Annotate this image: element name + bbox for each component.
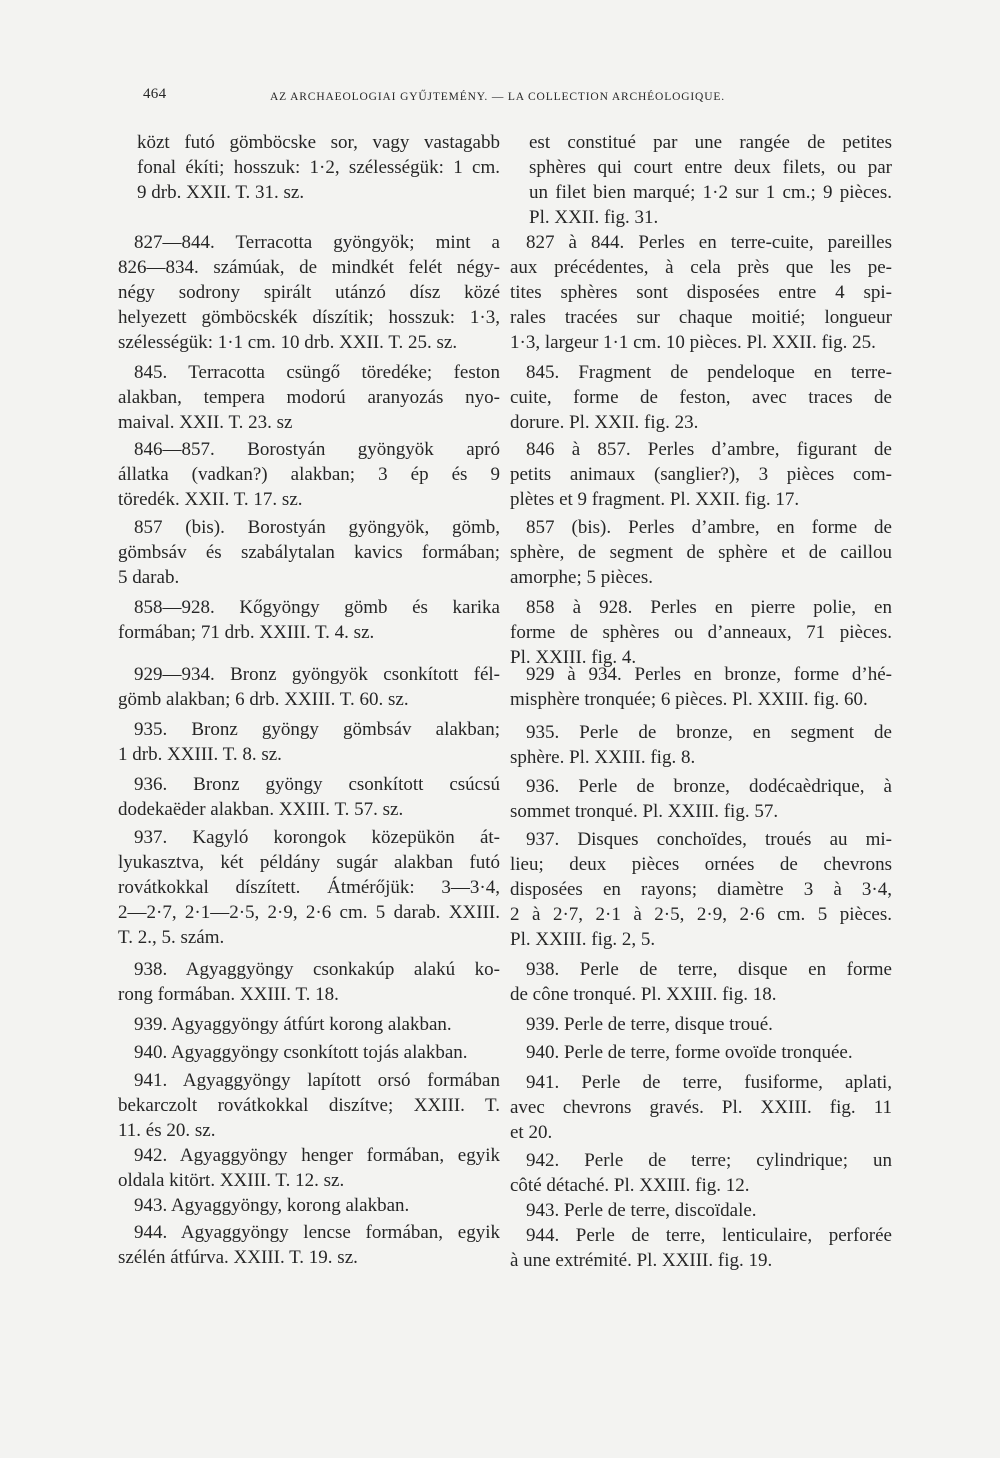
text-line: bekarczolt rovátkokkal diszítve; XXIII. T. (118, 1095, 500, 1116)
text-line: oldala kitört. XXIII. T. 12. sz. (118, 1170, 345, 1191)
text-line: lyukasztva, két példány sugár alakban futó (118, 852, 500, 873)
entry-paragraph (118, 717, 500, 767)
text-line: alakban, tempera modorú aranyozás nyo- (118, 387, 500, 408)
text-line: sommet tronqué. Pl. XXIII. fig. 57. (510, 801, 779, 822)
text-line: állatka (vadkan?) alakban; 3 ép és 9 (118, 464, 500, 485)
text-line: gömb alakban; 6 drb. XXIII. T. 60. sz. (118, 689, 409, 710)
text-line: 935. Perle de bronze, en segment de (526, 722, 892, 743)
entry-paragraph (118, 595, 500, 645)
entry-paragraph (510, 515, 892, 590)
entry-paragraph (510, 1070, 892, 1145)
text-line: Pl. XXIII. fig. 4. (510, 647, 637, 668)
text-line: 942. Agyaggyöngy henger formában, egyik (134, 1145, 500, 1166)
text-line: 939. Perle de terre, disque troué. (526, 1014, 773, 1035)
text-line: 857 (bis). Borostyán gyöngyök, gömb, (134, 517, 500, 538)
running-title: AZ ARCHAEOLOGIAI GYŰJTEMÉNY. — LA COLLECTION ARCHÉOLOGIQUE. (270, 91, 725, 103)
text-line: avec chevrons gravés. Pl. XXIII. fig. 11 (510, 1097, 892, 1118)
entry-paragraph (510, 360, 892, 435)
text-line: rales tracées sur chaque moitié; longueur (510, 307, 892, 328)
text-line: 9 drb. XXII. T. 31. sz. (137, 182, 305, 203)
text-line: de cône tronqué. Pl. XXIII. fig. 18. (510, 984, 777, 1005)
entry-paragraph (118, 772, 500, 822)
text-line: 827—844. Terracotta gyöngyök; mint a (134, 232, 500, 253)
text-line: 929 à 934. Perles en bronze, forme d’hé- (526, 664, 892, 685)
text-line: 11. és 20. sz. (118, 1120, 216, 1141)
entry-paragraph (118, 1143, 500, 1193)
text-line: 826—834. számúak, de mindkét felét négy- (118, 257, 500, 278)
entry-paragraph (137, 130, 500, 205)
text-line: lieu; deux pièces ornées de chevrons (510, 854, 892, 875)
text-line: 938. Perle de terre, disque en forme (526, 959, 892, 980)
text-line: 2—2·7, 2·1—2·5, 2·9, 2·6 cm. 5 darab. XXIII. (118, 902, 500, 923)
text-line: 941. Perle de terre, fusiforme, aplati, (526, 1072, 892, 1093)
text-line: amorphe; 5 pièces. (510, 567, 653, 588)
text-line: 940. Perle de terre, forme ovoïde tronquée. (526, 1042, 853, 1063)
text-line: 857 (bis). Perles d’ambre, en forme de (526, 517, 892, 538)
entry-paragraph (510, 595, 892, 670)
text-line: forme de sphères ou d’anneaux, 71 pièces. (510, 622, 892, 643)
entry-paragraph (510, 774, 892, 824)
text-line: sphères qui court entre deux filets, ou par (529, 157, 892, 178)
text-line: 858 à 928. Perles en pierre polie, en (526, 597, 892, 618)
entry-paragraph (118, 1040, 500, 1065)
text-line: T. 2., 5. szám. (118, 927, 225, 948)
text-line: plètes et 9 fragment. Pl. XXII. fig. 17. (510, 489, 800, 510)
text-line: négy sodrony spirált utánzó dísz közé (118, 282, 500, 303)
text-line: 845. Terracotta csüngő töredéke; feston (134, 362, 500, 383)
text-line: rovátkokkal díszített. Átmérőjük: 3—3·4, (118, 877, 500, 898)
text-line: 5 darab. (118, 567, 180, 588)
entry-paragraph (118, 515, 500, 590)
text-line: rong formában. XXIII. T. 18. (118, 984, 339, 1005)
text-line: szélén átfúrva. XXIII. T. 19. sz. (118, 1247, 358, 1268)
text-line: 1·3, largeur 1·1 cm. 10 pièces. Pl. XXII. fig. 25. (510, 332, 876, 353)
entry-paragraph (118, 957, 500, 1007)
entry-paragraph (118, 1012, 500, 1037)
text-line: petits animaux (sanglier?), 3 pièces com- (510, 464, 892, 485)
text-line: 944. Perle de terre, lenticulaire, perforée (526, 1225, 892, 1246)
entry-paragraph (529, 130, 892, 230)
text-line: 942. Perle de terre; cylindrique; un (526, 1150, 892, 1171)
entry-paragraph (118, 360, 500, 435)
text-line: dodekaëder alakban. XXIII. T. 57. sz. (118, 799, 404, 820)
text-line: 936. Perle de bronze, dodécaèdrique, à (526, 776, 892, 797)
text-line: cuite, forme de feston, avec traces de (510, 387, 892, 408)
entry-paragraph (510, 662, 892, 712)
text-line: 935. Bronz gyöngy gömbsáv alakban; (134, 719, 500, 740)
text-line: helyezett gömböcskék díszítik; hosszuk: 1·3, (118, 307, 500, 328)
entry-paragraph (510, 1040, 892, 1065)
hungarian-column (118, 0, 500, 1458)
entry-paragraph (118, 825, 500, 950)
text-line: 943. Perle de terre, discoïdale. (526, 1200, 757, 1221)
text-line: à une extrémité. Pl. XXIII. fig. 19. (510, 1250, 773, 1271)
text-line: 2 à 2·7, 2·1 à 2·5, 2·9, 2·6 cm. 5 pièces. (510, 904, 892, 925)
text-line: 938. Agyaggyöngy csonkakúp alakú ko- (134, 959, 500, 980)
text-line: sphère, de segment de sphère et de caillou (510, 542, 892, 563)
text-line: aux précédentes, à cela près que les pe- (510, 257, 892, 278)
text-line: maival. XXII. T. 23. sz (118, 412, 293, 433)
entry-paragraph (118, 1193, 500, 1218)
text-line: formában; 71 drb. XXIII. T. 4. sz. (118, 622, 375, 643)
entry-paragraph (118, 437, 500, 512)
text-line: tites sphères sont disposées entre 4 spi- (510, 282, 892, 303)
entry-paragraph (510, 437, 892, 512)
entry-paragraph (510, 720, 892, 770)
entry-paragraph (118, 662, 500, 712)
text-line: côté détaché. Pl. XXIII. fig. 12. (510, 1175, 750, 1196)
entry-paragraph (510, 1148, 892, 1198)
text-line: 939. Agyaggyöngy átfúrt korong alakban. (134, 1014, 452, 1035)
entry-paragraph (510, 1012, 892, 1037)
text-line: 944. Agyaggyöngy lencse formában, egyik (134, 1222, 500, 1243)
text-line: töredék. XXII. T. 17. sz. (118, 489, 303, 510)
text-line: un filet bien marqué; 1·2 sur 1 cm.; 9 pièces. (529, 182, 892, 203)
text-line: 846 à 857. Perles d’ambre, figurant de (526, 439, 892, 460)
text-line: 937. Disques conchoïdes, troués au mi- (526, 829, 892, 850)
entry-paragraph (510, 1223, 892, 1273)
text-line: 846—857. Borostyán gyöngyök apró (134, 439, 500, 460)
text-line: 937. Kagyló korongok közepükön át- (134, 827, 500, 848)
entry-paragraph (510, 1198, 892, 1223)
page-number: 464 (143, 86, 167, 102)
text-line: fonal ékíti; hosszuk: 1·2, szélességük: 1 cm. (137, 157, 500, 178)
text-line: 936. Bronz gyöngy csonkított csúcsú (134, 774, 500, 795)
french-column (510, 0, 892, 1458)
text-line: misphère tronquée; 6 pièces. Pl. XXIII. fig. 60. (510, 689, 868, 710)
text-line: gömbsáv és szabálytalan kavics formában; (118, 542, 500, 563)
text-line: disposées en rayons; diamètre 3 à 3·4, (510, 879, 892, 900)
text-line: Pl. XXIII. fig. 2, 5. (510, 929, 656, 950)
entry-paragraph (510, 957, 892, 1007)
text-line: 1 drb. XXIII. T. 8. sz. (118, 744, 282, 765)
text-line: szélességük: 1·1 cm. 10 drb. XXII. T. 25. sz. (118, 332, 458, 353)
text-line: 858—928. Kőgyöngy gömb és karika (134, 597, 500, 618)
text-line: et 20. (510, 1122, 553, 1143)
text-line: 929—934. Bronz gyöngyök csonkított fél- (134, 664, 500, 685)
text-line: 943. Agyaggyöngy, korong alakban. (134, 1195, 410, 1216)
entry-paragraph (510, 230, 892, 355)
text-line: dorure. Pl. XXII. fig. 23. (510, 412, 699, 433)
text-line: 827 à 844. Perles en terre-cuite, pareilles (526, 232, 892, 253)
text-line: 940. Agyaggyöngy csonkított tojás alakban. (134, 1042, 468, 1063)
text-line: közt futó gömböcske sor, vagy vastagabb (137, 132, 500, 153)
text-line: sphère. Pl. XXIII. fig. 8. (510, 747, 696, 768)
text-line: 845. Fragment de pendeloque en terre- (526, 362, 892, 383)
entry-paragraph (118, 1220, 500, 1270)
text-line: Pl. XXII. fig. 31. (529, 207, 659, 228)
text-line: 941. Agyaggyöngy lapított orsó formában (134, 1070, 500, 1091)
entry-paragraph (510, 827, 892, 952)
entry-paragraph (118, 230, 500, 355)
entry-paragraph (118, 1068, 500, 1143)
text-line: est constitué par une rangée de petites (529, 132, 892, 153)
